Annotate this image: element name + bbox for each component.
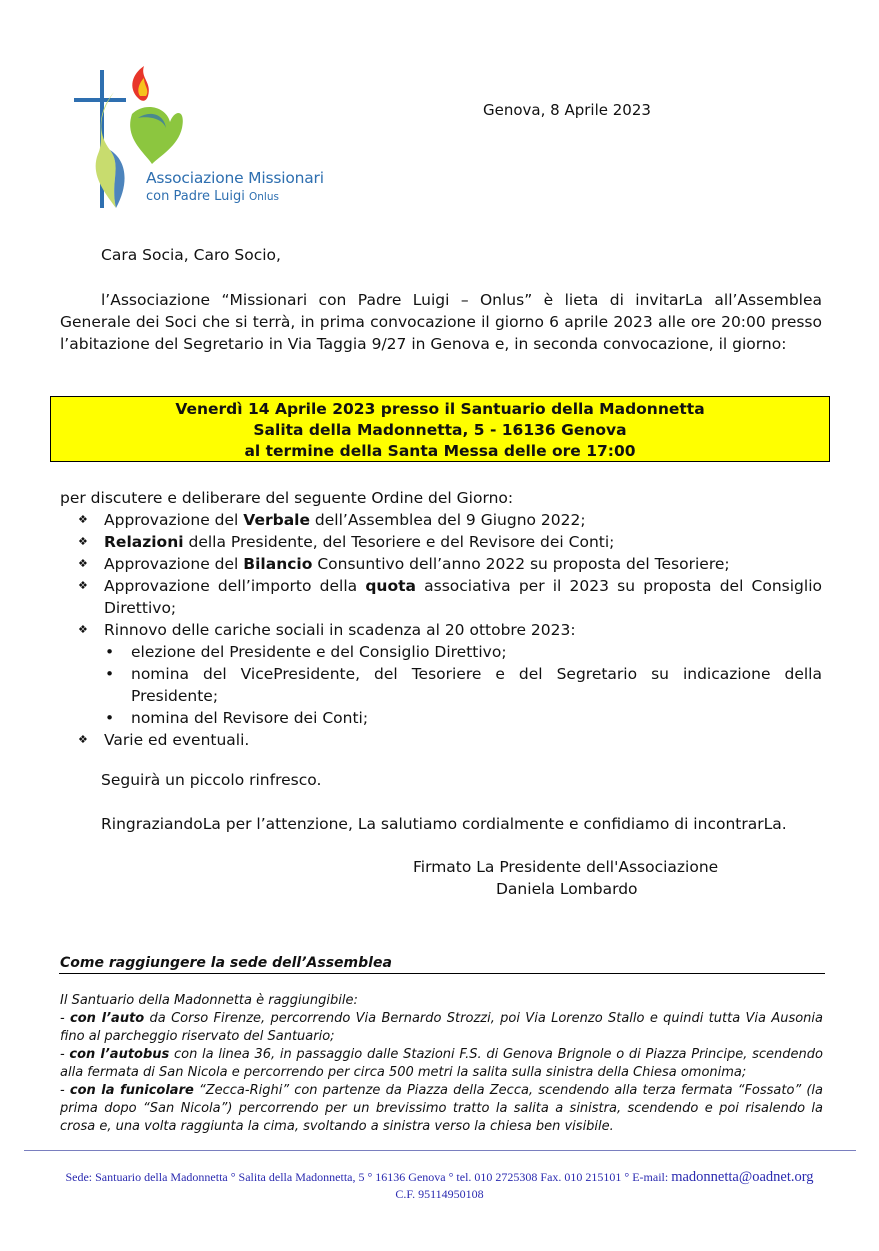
agenda-subitem: • nomina del Revisore dei Conti; [105, 709, 369, 727]
directions-item: - con l’auto da Corso Firenze, percorrendo Via Bernardo Strozzi, poi Via Lorenzo Stallo e quindi tutta Via Ausonia fino al parcheggio riservato del Santuario; [60, 1011, 823, 1044]
heading-divider [59, 973, 825, 974]
agenda-list [60, 509, 822, 751]
footer-tax-code: C.F. 95114950108 [395, 1187, 484, 1201]
directions-item: - con l’autobus con la linea 36, in passaggio dalle Stazioni F.S. di Genova Brignole o di Piazza Principe, scendendo alla fermata di San Nicola e percorrendo per circa 500 metri la salita sulla sinistra della Chiesa omonima; [60, 1047, 823, 1080]
logo-text: Associazione Missionari [146, 169, 324, 187]
logo-subtext: con Padre Luigi Onlus [146, 189, 279, 204]
meeting-address-line: Salita della Madonnetta, 5 - 16136 Genova [253, 421, 627, 439]
diamond-bullet-icon: ❖ [78, 733, 88, 746]
diamond-bullet-icon: ❖ [78, 535, 88, 548]
directions-intro: Il Santuario della Madonnetta è raggiungibile: [60, 993, 358, 1008]
closing-paragraph: RingraziandoLa per l’attenzione, La salutiamo cordialmente e confidiamo di incontrarLa. [101, 815, 787, 833]
agenda-item: ❖ Relazioni della Presidente, del Tesoriere e del Revisore dei Conti; [78, 533, 615, 551]
salutation: Cara Socia, Caro Socio, [101, 246, 281, 264]
meeting-date-line: Venerdì 14 Aprile 2023 presso il Santuario della Madonnetta [175, 400, 705, 418]
letter-date: Genova, 8 Aprile 2023 [483, 101, 651, 119]
diamond-bullet-icon: ❖ [78, 557, 88, 570]
dot-bullet-icon: • [105, 665, 115, 683]
diamond-bullet-icon: ❖ [78, 579, 88, 592]
diamond-bullet-icon: ❖ [78, 623, 88, 636]
meeting-time-line: al termine della Santa Messa delle ore 17:00 [244, 442, 636, 460]
signature-title: Firmato La Presidente dell'Associazione [413, 858, 719, 876]
directions-item: - con la funicolare “Zecca-Righi” con partenze da Piazza della Zecca, scendendo alla terza fermata “Fossato” (la prima dopo “San Nicola”) percorrendo per un brevissimo tratto la salita a sinistra, scendendo e poi risalendo la crosa e, una volta raggiunta la cima, svoltando a sinistra verso la chiesa ben visibile. [60, 1083, 823, 1134]
dot-bullet-icon: • [105, 643, 115, 661]
dot-bullet-icon: • [105, 709, 115, 727]
agenda-item: ❖ Approvazione del Verbale dell’Assemblea del 9 Giugno 2022; [78, 511, 586, 529]
agenda-item: ❖ Approvazione del Bilancio Consuntivo dell’anno 2022 su proposta del Tesoriere; [78, 555, 730, 573]
agenda-item: ❖ Rinnovo delle cariche sociali in scadenza al 20 ottobre 2023: [78, 621, 576, 639]
directions-text [60, 992, 823, 1136]
intro-paragraph: l’Associazione “Missionari con Padre Luigi – Onlus” è lieta di invitarLa all’Assemblea Generale dei Soci che si terrà, in prima convocazione il giorno 6 aprile 2023 alle ore 20:00 presso l’abitazione del Segretario in Via Taggia 9/27 in Genova e, in seconda convocazione, il giorno: [60, 291, 822, 353]
directions-heading: Come raggiungere la sede dell’Assemblea [60, 955, 392, 971]
refreshment-note: Seguirà un piccolo rinfresco. [101, 771, 322, 789]
signature-name: Daniela Lombardo [496, 880, 638, 898]
meeting-details-box [50, 396, 830, 462]
agenda-item: ❖ Varie ed eventuali. [78, 731, 250, 749]
diamond-bullet-icon: ❖ [78, 513, 88, 526]
footer-divider [24, 1150, 856, 1151]
footer-address: Sede: Santuario della Madonnetta ° Salita della Madonnetta, 5 ° 16136 Genova ° tel. 010 2725308 Fax. 010 215101 ° E-mail: madonnetta@oadnet.org [65, 1169, 814, 1185]
agenda-item: ❖ Approvazione dell’importo della quota associativa per il 2023 su proposta del Consiglio Direttivo; [78, 577, 822, 617]
agenda-subitem: • nomina del VicePresidente, del Tesoriere e del Segretario su indicazione della Presidente; [105, 665, 822, 705]
agenda-intro: per discutere e deliberare del seguente Ordine del Giorno: [60, 489, 514, 507]
agenda-subitem: • elezione del Presidente e del Consiglio Direttivo; [105, 643, 507, 661]
footer-email-link[interactable]: madonnetta@oadnet.org [671, 1169, 814, 1185]
